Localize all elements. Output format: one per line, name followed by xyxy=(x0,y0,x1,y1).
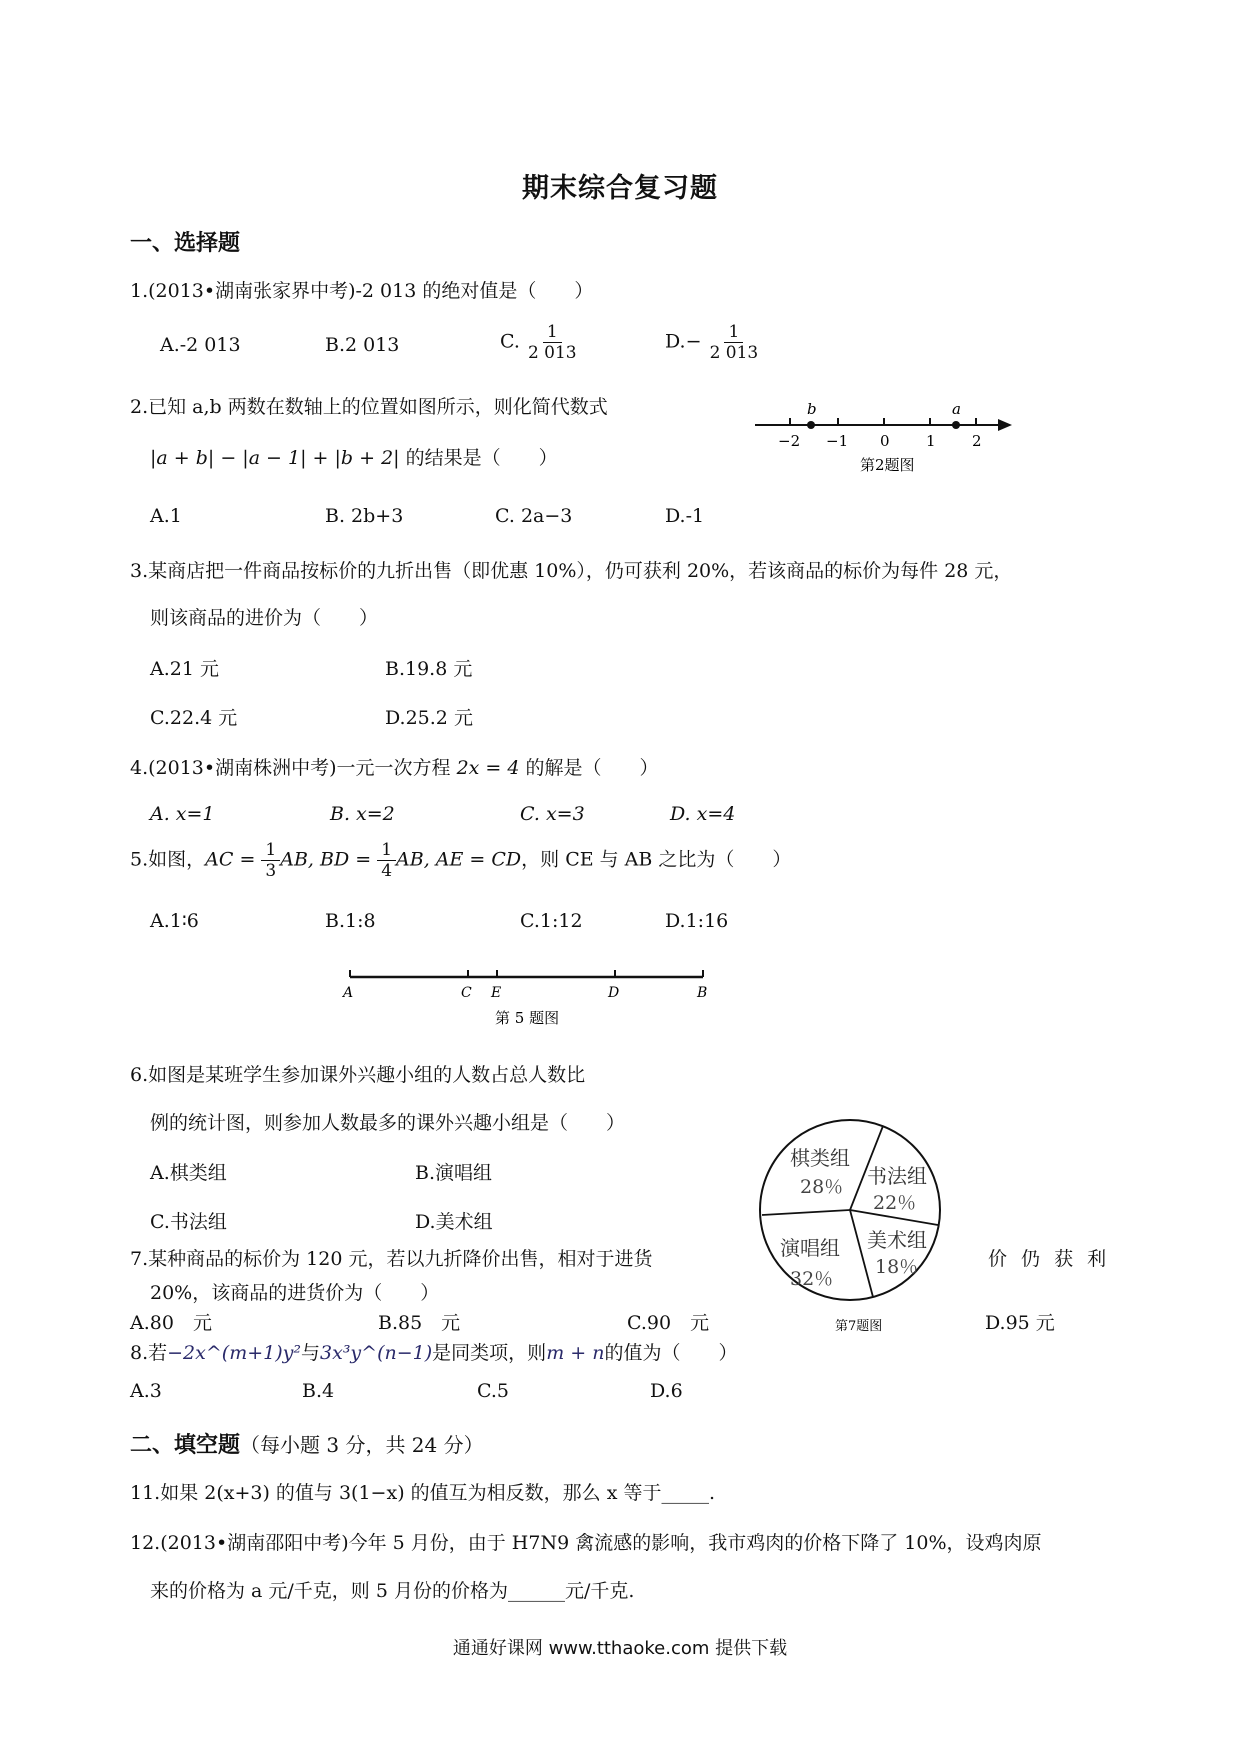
q3-option-d: D.25.2 元 xyxy=(385,707,473,729)
question-7-line1: 7.某种商品的标价为 120 元，若以九折降价出售，相对于进货 xyxy=(130,1248,653,1270)
q8-option-d: D.6 xyxy=(650,1380,683,1402)
question-6-line1: 6.如图是某班学生参加课外兴趣小组的人数占总人数比 xyxy=(130,1064,586,1086)
question-12-line2: 来的价格为 a 元/千克，则 5 月份的价格为______元/千克. xyxy=(150,1580,635,1602)
q6-fig-caption: 第7题图 xyxy=(835,1319,883,1334)
point-label-c: C xyxy=(461,985,472,1001)
q2-option-b: B. 2b+3 xyxy=(325,505,404,527)
q6-option-b: B.演唱组 xyxy=(415,1162,493,1184)
q8-option-b: B.4 xyxy=(302,1380,335,1402)
q7-option-a: A.80 元 xyxy=(130,1312,212,1334)
slice-label-chess: 棋类组 xyxy=(790,1146,850,1170)
q1-option-b: B.2 013 xyxy=(325,334,400,356)
q7-option-b: B.85 元 xyxy=(378,1312,461,1334)
q3-option-a: A.21 元 xyxy=(150,658,219,680)
point-label-b: B xyxy=(697,985,708,1001)
q8-term-2: 3x³y^(n−1) xyxy=(320,1342,433,1364)
q3-option-c: C.22.4 元 xyxy=(150,707,238,729)
tick-label-1: 1 xyxy=(926,432,936,450)
q4-option-d: D. x=4 xyxy=(670,803,736,825)
question-3-line2: 则该商品的进价为（ ） xyxy=(150,607,379,629)
q2-expression: |a + b| − |a − 1| + |b + 2| xyxy=(150,447,400,469)
q4-option-a: A. x=1 xyxy=(150,803,215,825)
point-b-label: b xyxy=(807,400,817,418)
question-12-line1: 12.(2013•湖南邵阳中考)今年 5 月份，由于 H7N9 禽流感的影响，我市鸡肉的价格下降了 10%，设鸡肉原 xyxy=(130,1532,1042,1554)
question-2-line2: |a + b| − |a − 1| + |b + 2| 的结果是（ ） xyxy=(150,447,558,469)
section-heading-fill: 二、填空题（每小题 3 分，共 24 分） xyxy=(130,1432,484,1458)
question-7-line1-tail: 价 仍 获 利 xyxy=(988,1248,1107,1270)
q1-option-c: C. $\frac{1}{2 013}$ xyxy=(500,322,577,363)
q6-option-a: A.棋类组 xyxy=(150,1162,227,1184)
q2-option-a: A.1 xyxy=(150,505,182,527)
page-title: 期末综合复习题 xyxy=(522,173,718,204)
question-4: 4.(2013•湖南株洲中考)一元一次方程 2x = 4 的解是（ ） xyxy=(130,757,659,779)
question-6-line2: 例的统计图，则参加人数最多的课外兴趣小组是（ ） xyxy=(150,1112,626,1134)
q5-option-c: C.1:12 xyxy=(520,910,583,932)
point-a xyxy=(952,421,960,429)
number-line-figure xyxy=(750,398,1020,478)
slice-pct-calligraphy: 22％ xyxy=(873,1192,917,1214)
q6-option-c: C.书法组 xyxy=(150,1211,227,1233)
slice-pct-singing: 32％ xyxy=(790,1268,834,1290)
slice-pct-chess: 28％ xyxy=(800,1176,844,1198)
q5-fig-caption: 第 5 题图 xyxy=(495,1009,560,1027)
slice-pct-art: 18％ xyxy=(875,1256,919,1278)
page-footer: 通通好课网 www.tthaoke.com 提供下载 xyxy=(452,1638,788,1659)
q8-option-c: C.5 xyxy=(477,1380,509,1402)
q3-option-b: B.19.8 元 xyxy=(385,658,473,680)
question-7-line2: 20%，该商品的进货价为（ ） xyxy=(150,1282,440,1304)
tick-label-2: 2 xyxy=(972,432,982,450)
tick-label-0: 0 xyxy=(880,432,890,450)
q1-option-d: D.− $\frac{1}{2 013}$ xyxy=(665,322,759,363)
q5-option-a: A.1∶6 xyxy=(150,910,199,932)
q5-option-b: B.1:8 xyxy=(325,910,376,932)
number-line-arrow xyxy=(998,419,1012,431)
q8-option-a: A.3 xyxy=(130,1380,162,1402)
question-3-line1: 3.某商店把一件商品按标价的九折出售（即优惠 10%），仍可获利 20%，若该商品的标价为每件 28 元， xyxy=(130,560,1013,582)
q4-option-c: C. x=3 xyxy=(520,803,585,825)
q7-option-d: D.95 元 xyxy=(985,1312,1055,1334)
q1-option-a: A.-2 013 xyxy=(160,334,241,356)
q4-option-b: B. x=2 xyxy=(330,803,395,825)
question-8: 8.若−2x^(m+1)y²与3x³y^(n−1)是同类项，则m + n的值为（ ） xyxy=(130,1342,738,1364)
question-2-line1: 2.已知 a,b 两数在数轴上的位置如图所示，则化简代数式 xyxy=(130,396,608,418)
question-1: 1.(2013•湖南张家界中考)-2 013 的绝对值是（ ） xyxy=(130,280,594,302)
slice-label-calligraphy: 书法组 xyxy=(867,1164,927,1188)
q2-option-d: D.-1 xyxy=(665,505,705,527)
tick-label-neg1: −1 xyxy=(826,432,849,450)
q7-option-c: C.90 元 xyxy=(627,1312,710,1334)
point-label-a: A xyxy=(343,985,354,1001)
q5-option-d: D.1:16 xyxy=(665,910,729,932)
question-11: 11.如果 2(x+3) 的值与 3(1−x) 的值互为相反数，那么 x 等于_____. xyxy=(130,1482,715,1504)
section-heading-choice: 一、选择题 xyxy=(130,230,241,256)
point-b xyxy=(807,421,815,429)
tick-label-neg2: −2 xyxy=(778,432,801,450)
q2-option-c: C. 2a−3 xyxy=(495,505,573,527)
question-5: 5.如图，AC = $\frac{1}{3}$ AB, BD = $\frac{1}{4}$ AB, AE = CD，则 CE 与 AB 之比为（ ） xyxy=(130,840,792,881)
point-label-d: D xyxy=(608,985,620,1001)
point-label-e: E xyxy=(491,985,502,1001)
slice-label-singing: 演唱组 xyxy=(780,1236,840,1260)
slice-label-art: 美术组 xyxy=(867,1228,927,1252)
q6-option-d: D.美术组 xyxy=(415,1211,493,1233)
segment-figure xyxy=(335,955,725,1030)
pie-chart-figure xyxy=(755,1105,955,1335)
point-a-label: a xyxy=(952,400,961,418)
q8-term-1: −2x^(m+1)y² xyxy=(167,1342,301,1364)
q2-fig-caption: 第2题图 xyxy=(860,456,915,474)
